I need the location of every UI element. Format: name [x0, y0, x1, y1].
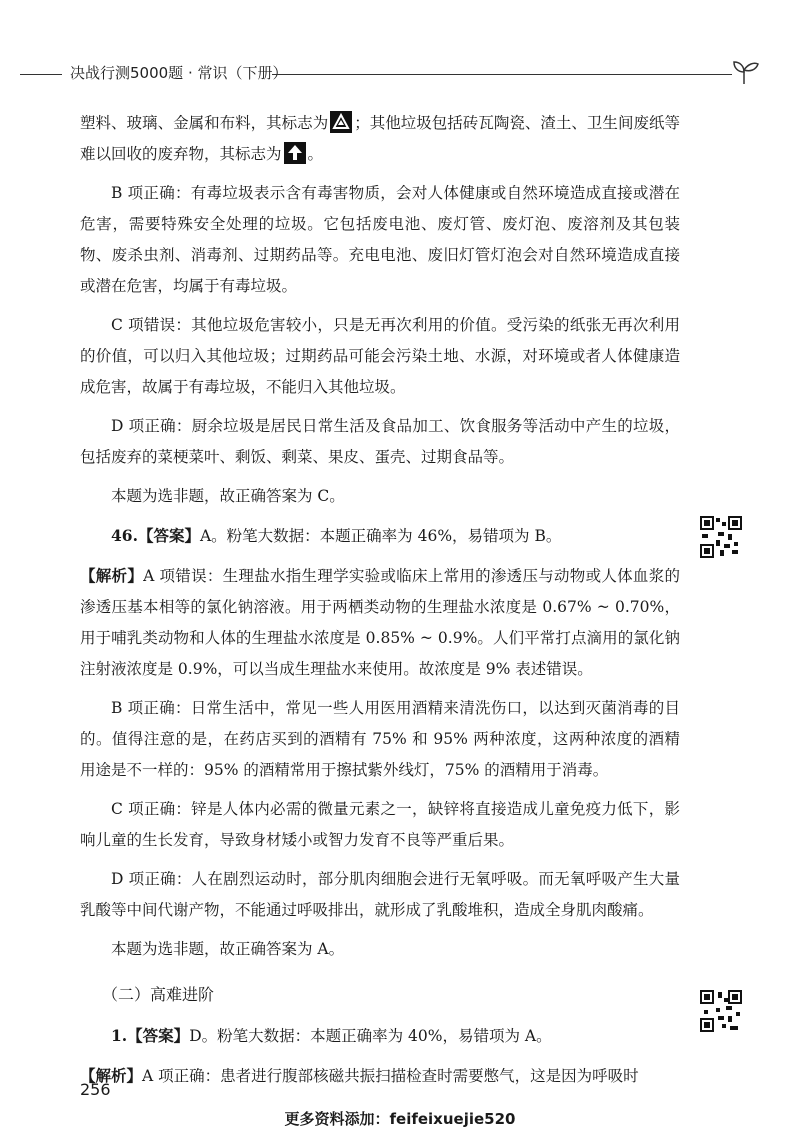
answer-text: D。粉笔大数据：本题正确率为 40%，易错项为 A。: [189, 1027, 552, 1045]
paragraph-q46-option-d: D 项正确：人在剧烈运动时，部分肌肉细胞会进行无氧呼吸。而无氧呼吸产生大量乳酸等中间代谢产物，不能通过呼吸排出，就形成了乳酸堆积，造成全身肌肉酸痛。: [80, 870, 680, 919]
paragraph-waste-symbols: [80, 108, 680, 170]
text-period: 。: [307, 145, 324, 163]
paragraph-option-b-toxic: B 项正确：有毒垃圾表示含有毒害物质，会对人体健康或自然环境造成直接或潜在危害，需要特殊安全处理的垃圾。它包括废电池、废灯管、废灯泡、废溶剂及其包装物、废杀虫剂、消毒剂、过期药品等。充电电池、废旧灯管灯泡会对自然环境造成直接或潜在危害，均属于有毒垃圾。: [80, 184, 680, 295]
paragraph-q46-answer: [80, 520, 680, 552]
recyclable-symbol-icon: [330, 111, 352, 133]
answer-label: 46.【答案】: [111, 526, 200, 545]
header-rule-left: [20, 74, 62, 75]
analysis-text: A 项正确：患者进行腹部核磁共振扫描检查时需要憋气，这是因为呼吸时: [142, 1067, 639, 1085]
running-header: [0, 58, 800, 88]
analysis-label: 【解析】: [80, 566, 144, 585]
qr-code-icon[interactable]: [700, 990, 742, 1032]
paragraph-option-d-kitchen: D 项正确：厨余垃圾是居民日常生活及食品加工、饮食服务等活动中产生的垃圾，包括废弃的菜梗菜叶、剩饭、剩菜、果皮、蛋壳、过期食品等。: [80, 417, 680, 466]
paragraph-hard-q1-answer: [80, 1020, 680, 1052]
footer-note: 更多资料添加：feifeixuejie520: [284, 1110, 516, 1128]
page-number: 256: [80, 1080, 111, 1099]
analysis-text: A 项错误：生理盐水指生理学实验或临床上常用的渗透压与动物或人体血浆的渗透压基本相等的氯化钠溶液。用于两栖类动物的生理盐水浓度是 0.67% ~ 0.70%，用于哺乳类动物和人体的生理盐水浓度是 0.85% ~ 0.9%。人们平常打点滴用的氯化钠注射液浓度是 0.9%，可以当成生理盐水来使用。故浓度是 9% 表述错误。: [80, 567, 680, 678]
text-other-waste: ；其他垃圾包括砖瓦陶瓷、渣土、卫生间废纸等难以回收的废弃物，其标志为: [80, 114, 680, 163]
qr-code-icon[interactable]: [700, 516, 742, 558]
paragraph-option-c-other: C 项错误：其他垃圾危害较小，只是无再次利用的价值。受污染的纸张无再次利用的价值，可以归入其他垃圾；过期药品可能会污染土地、水源，对环境或者人体健康造成危害，故属于有毒垃圾，不能归入其他垃圾。: [80, 316, 680, 396]
answer-label: 1.【答案】: [111, 1026, 190, 1045]
header-rule-right: [272, 74, 732, 75]
header-title: 决战行测5000题 · 常识（下册）: [70, 64, 288, 82]
paragraph-q46-analysis: [80, 560, 680, 685]
paragraph-q46-option-c: C 项正确：锌是人体内必需的微量元素之一，缺锌将直接造成儿童免疫力低下，影响儿童的生长发育，导致身材矮小或智力发育不良等严重后果。: [80, 800, 680, 849]
section-title: （二）高难进阶: [102, 985, 215, 1004]
paragraph-answer-45: 本题为选非题，故正确答案为 C。: [111, 487, 345, 505]
other-waste-symbol-icon: [284, 142, 306, 164]
paragraph-q46-option-b: B 项正确：日常生活中，常见一些人用医用酒精来清洗伤口，以达到灭菌消毒的目的。值得注意的是，在药店买到的酒精有 75% 和 95% 两种浓度，这两种浓度的酒精用途是不一样的：95% 的酒精常用于擦拭紫外线灯，75% 的酒精用于消毒。: [80, 699, 680, 779]
text-recyclable: 塑料、玻璃、金属和布料，其标志为: [80, 114, 329, 132]
paragraph-answer-46: 本题为选非题，故正确答案为 A。: [111, 940, 345, 958]
paragraph-hard-q1-analysis: [80, 1060, 680, 1092]
answer-text: A。粉笔大数据：本题正确率为 46%，易错项为 B。: [199, 527, 562, 545]
analysis-label: 【解析】: [80, 1066, 143, 1085]
page-content: [80, 108, 680, 1100]
sprout-icon: [728, 58, 760, 84]
